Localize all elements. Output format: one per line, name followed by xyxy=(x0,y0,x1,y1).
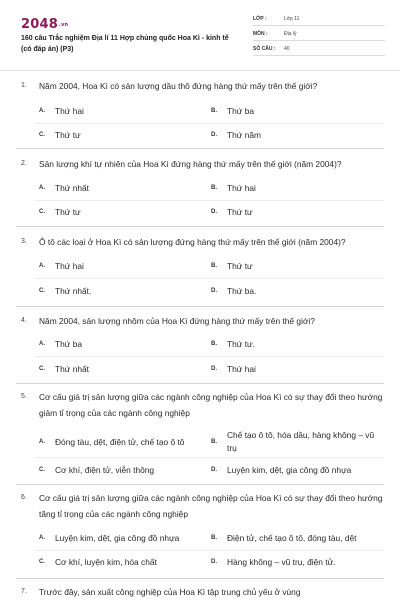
option-text: Chế tạo ô tô, hóa dầu, hàng không – vũ trụ xyxy=(227,430,375,453)
meta-label: SỐ CÂU : xyxy=(253,46,276,52)
option-a[interactable] xyxy=(39,259,209,277)
option-d[interactable] xyxy=(211,284,381,302)
option-letter: B. xyxy=(211,185,217,191)
option-c[interactable] xyxy=(39,555,209,573)
option-c[interactable] xyxy=(39,463,209,481)
option-d[interactable] xyxy=(211,463,381,481)
option-letter: C. xyxy=(39,366,45,372)
option-divider xyxy=(35,356,384,357)
option-divider xyxy=(35,278,384,279)
option-text: Thứ tư xyxy=(55,207,81,217)
option-text: Luyện kim, dệt, gia công đồ nhựa xyxy=(227,465,352,475)
option-letter: D. xyxy=(211,366,217,372)
meta-value: Địa lý xyxy=(284,31,297,37)
option-letter: C. xyxy=(39,467,45,473)
option-divider xyxy=(35,457,384,458)
question-separator xyxy=(16,484,384,485)
question-number: 3. xyxy=(21,238,27,245)
header-divider xyxy=(0,70,400,71)
option-c[interactable] xyxy=(39,128,209,146)
question-number: 5. xyxy=(21,393,27,400)
page-header xyxy=(0,0,400,70)
meta-row-count xyxy=(253,42,385,56)
meta-row-subject xyxy=(253,27,385,41)
option-divider xyxy=(35,200,384,201)
question-separator xyxy=(16,306,384,307)
meta-value: 40 xyxy=(284,46,290,52)
option-a[interactable] xyxy=(39,531,209,549)
meta-label: LỚP : xyxy=(253,16,267,22)
question-number: 1. xyxy=(21,82,27,89)
option-c[interactable] xyxy=(39,362,209,380)
option-b[interactable] xyxy=(211,430,381,453)
option-a[interactable] xyxy=(39,104,209,122)
option-text: Thứ nhất xyxy=(55,183,90,193)
option-text: Thứ hai xyxy=(55,106,84,116)
question-separator xyxy=(16,226,384,227)
option-text: Cơ khí, điện tử, viễn thông xyxy=(55,465,155,475)
option-text: Cơ khí, luyện kim, hóa chất xyxy=(55,557,157,567)
option-letter: A. xyxy=(39,108,45,114)
option-letter: A. xyxy=(39,263,45,269)
meta-row-class xyxy=(253,12,385,26)
option-a[interactable] xyxy=(39,337,209,355)
option-text: Đóng tàu, dệt, điện tử, chế tạo ô tô xyxy=(55,437,185,447)
option-text: Thứ ba. xyxy=(227,286,257,296)
option-divider xyxy=(35,123,384,124)
option-b[interactable] xyxy=(211,337,381,355)
option-letter: A. xyxy=(39,341,45,347)
option-letter: C. xyxy=(39,209,45,215)
question-text: Cơ cấu giá trị sản lượng giữa các ngành công nghiệp của Hoa Kì có sự thay đổi theo hướng tăng tỉ trọng của các ngành công nghiệp xyxy=(39,493,383,519)
option-letter: D. xyxy=(211,209,217,215)
option-text: Thứ tư xyxy=(227,261,253,271)
option-text: Luyện kim, dệt, gia công đồ nhựa xyxy=(55,533,180,543)
option-letter: A. xyxy=(39,185,45,191)
option-b[interactable] xyxy=(211,104,381,122)
option-b[interactable] xyxy=(211,181,381,199)
question-text: Năm 2004, Hoa Kì có sản lượng dầu thô đứng hàng thứ mấy trên thế giới? xyxy=(39,81,318,91)
question-separator xyxy=(16,148,384,149)
option-letter: B. xyxy=(211,263,217,269)
option-divider xyxy=(35,550,384,551)
option-d[interactable] xyxy=(211,205,381,223)
question-text: Cơ cấu giá trị sản lượng giữa các ngành công nghiệp của Hoa Kì có sự thay đổi theo hướng giảm tỉ trọng của các ngành công nghiệp xyxy=(39,392,383,418)
option-letter: B. xyxy=(211,341,217,347)
option-c[interactable] xyxy=(39,284,209,302)
option-letter: A. xyxy=(39,535,45,541)
option-b[interactable] xyxy=(211,259,381,277)
option-letter: B. xyxy=(211,439,217,445)
site-logo[interactable] xyxy=(21,17,68,32)
question-number: 6. xyxy=(21,494,27,501)
option-text: Hàng không – vũ trụ, điện tử. xyxy=(227,557,336,567)
question-number: 7. xyxy=(21,588,27,595)
option-text: Thứ hai xyxy=(227,364,256,374)
option-letter: C. xyxy=(39,288,45,294)
option-letter: C. xyxy=(39,559,45,565)
option-text: Điện tử, chế tạo ô tô, đóng tàu, dệt xyxy=(227,533,357,543)
option-letter: D. xyxy=(211,559,217,565)
option-b[interactable] xyxy=(211,531,381,549)
option-d[interactable] xyxy=(211,128,381,146)
option-a[interactable] xyxy=(39,435,209,453)
question-text: Sản lượng khí tự nhiên của Hoa Kì đứng hàng thứ mấy trên thế giới (năm 2004)? xyxy=(39,159,342,169)
option-d[interactable] xyxy=(211,555,381,573)
option-letter: B. xyxy=(211,108,217,114)
option-text: Thứ nhất xyxy=(55,364,90,374)
option-a[interactable] xyxy=(39,181,209,199)
question-separator xyxy=(16,383,384,384)
option-text: Thứ hai xyxy=(227,183,256,193)
logo-suffix: .vn xyxy=(58,21,69,28)
option-c[interactable] xyxy=(39,205,209,223)
option-d[interactable] xyxy=(211,362,381,380)
question-number: 4. xyxy=(21,317,27,324)
option-letter: A. xyxy=(39,439,45,445)
option-text: Thứ ba xyxy=(55,339,83,349)
option-text: Thứ ba xyxy=(227,106,255,116)
question-text: Ô tô các loại ở Hoa Kì có sản lượng đứng hàng thứ mấy trên thế giới (năm 2004)? xyxy=(39,237,346,247)
meta-value: Lớp 11 xyxy=(284,16,300,22)
option-text: Thứ tư xyxy=(227,207,253,217)
option-letter: D. xyxy=(211,132,217,138)
option-letter: B. xyxy=(211,535,217,541)
option-text: Thứ nhất. xyxy=(55,286,92,296)
option-text: Thứ tư. xyxy=(227,339,255,349)
option-text: Thứ hai xyxy=(55,261,84,271)
meta-label: MÔN : xyxy=(253,31,268,37)
question-separator xyxy=(16,578,384,579)
option-text: Thứ năm xyxy=(227,130,261,140)
option-letter: D. xyxy=(211,467,217,473)
option-letter: D. xyxy=(211,288,217,294)
question-number: 2. xyxy=(21,160,27,167)
document-title: 160 câu Trắc nghiệm Địa lí 11 Hợp chủng quốc Hoa Kì - kinh tế (có đáp án) (P3) xyxy=(21,35,229,53)
logo-text: 2048 xyxy=(21,17,58,32)
question-text: Trước đây, sản xuất công nghiệp của Hoa Kì tập trung chủ yếu ở vùng xyxy=(39,587,301,597)
question-text: Năm 2004, sản lượng nhôm của Hoa Kì đứng hàng thứ mấy trên thế giới? xyxy=(39,316,315,326)
option-letter: C. xyxy=(39,132,45,138)
option-text: Thứ tư xyxy=(55,130,81,140)
